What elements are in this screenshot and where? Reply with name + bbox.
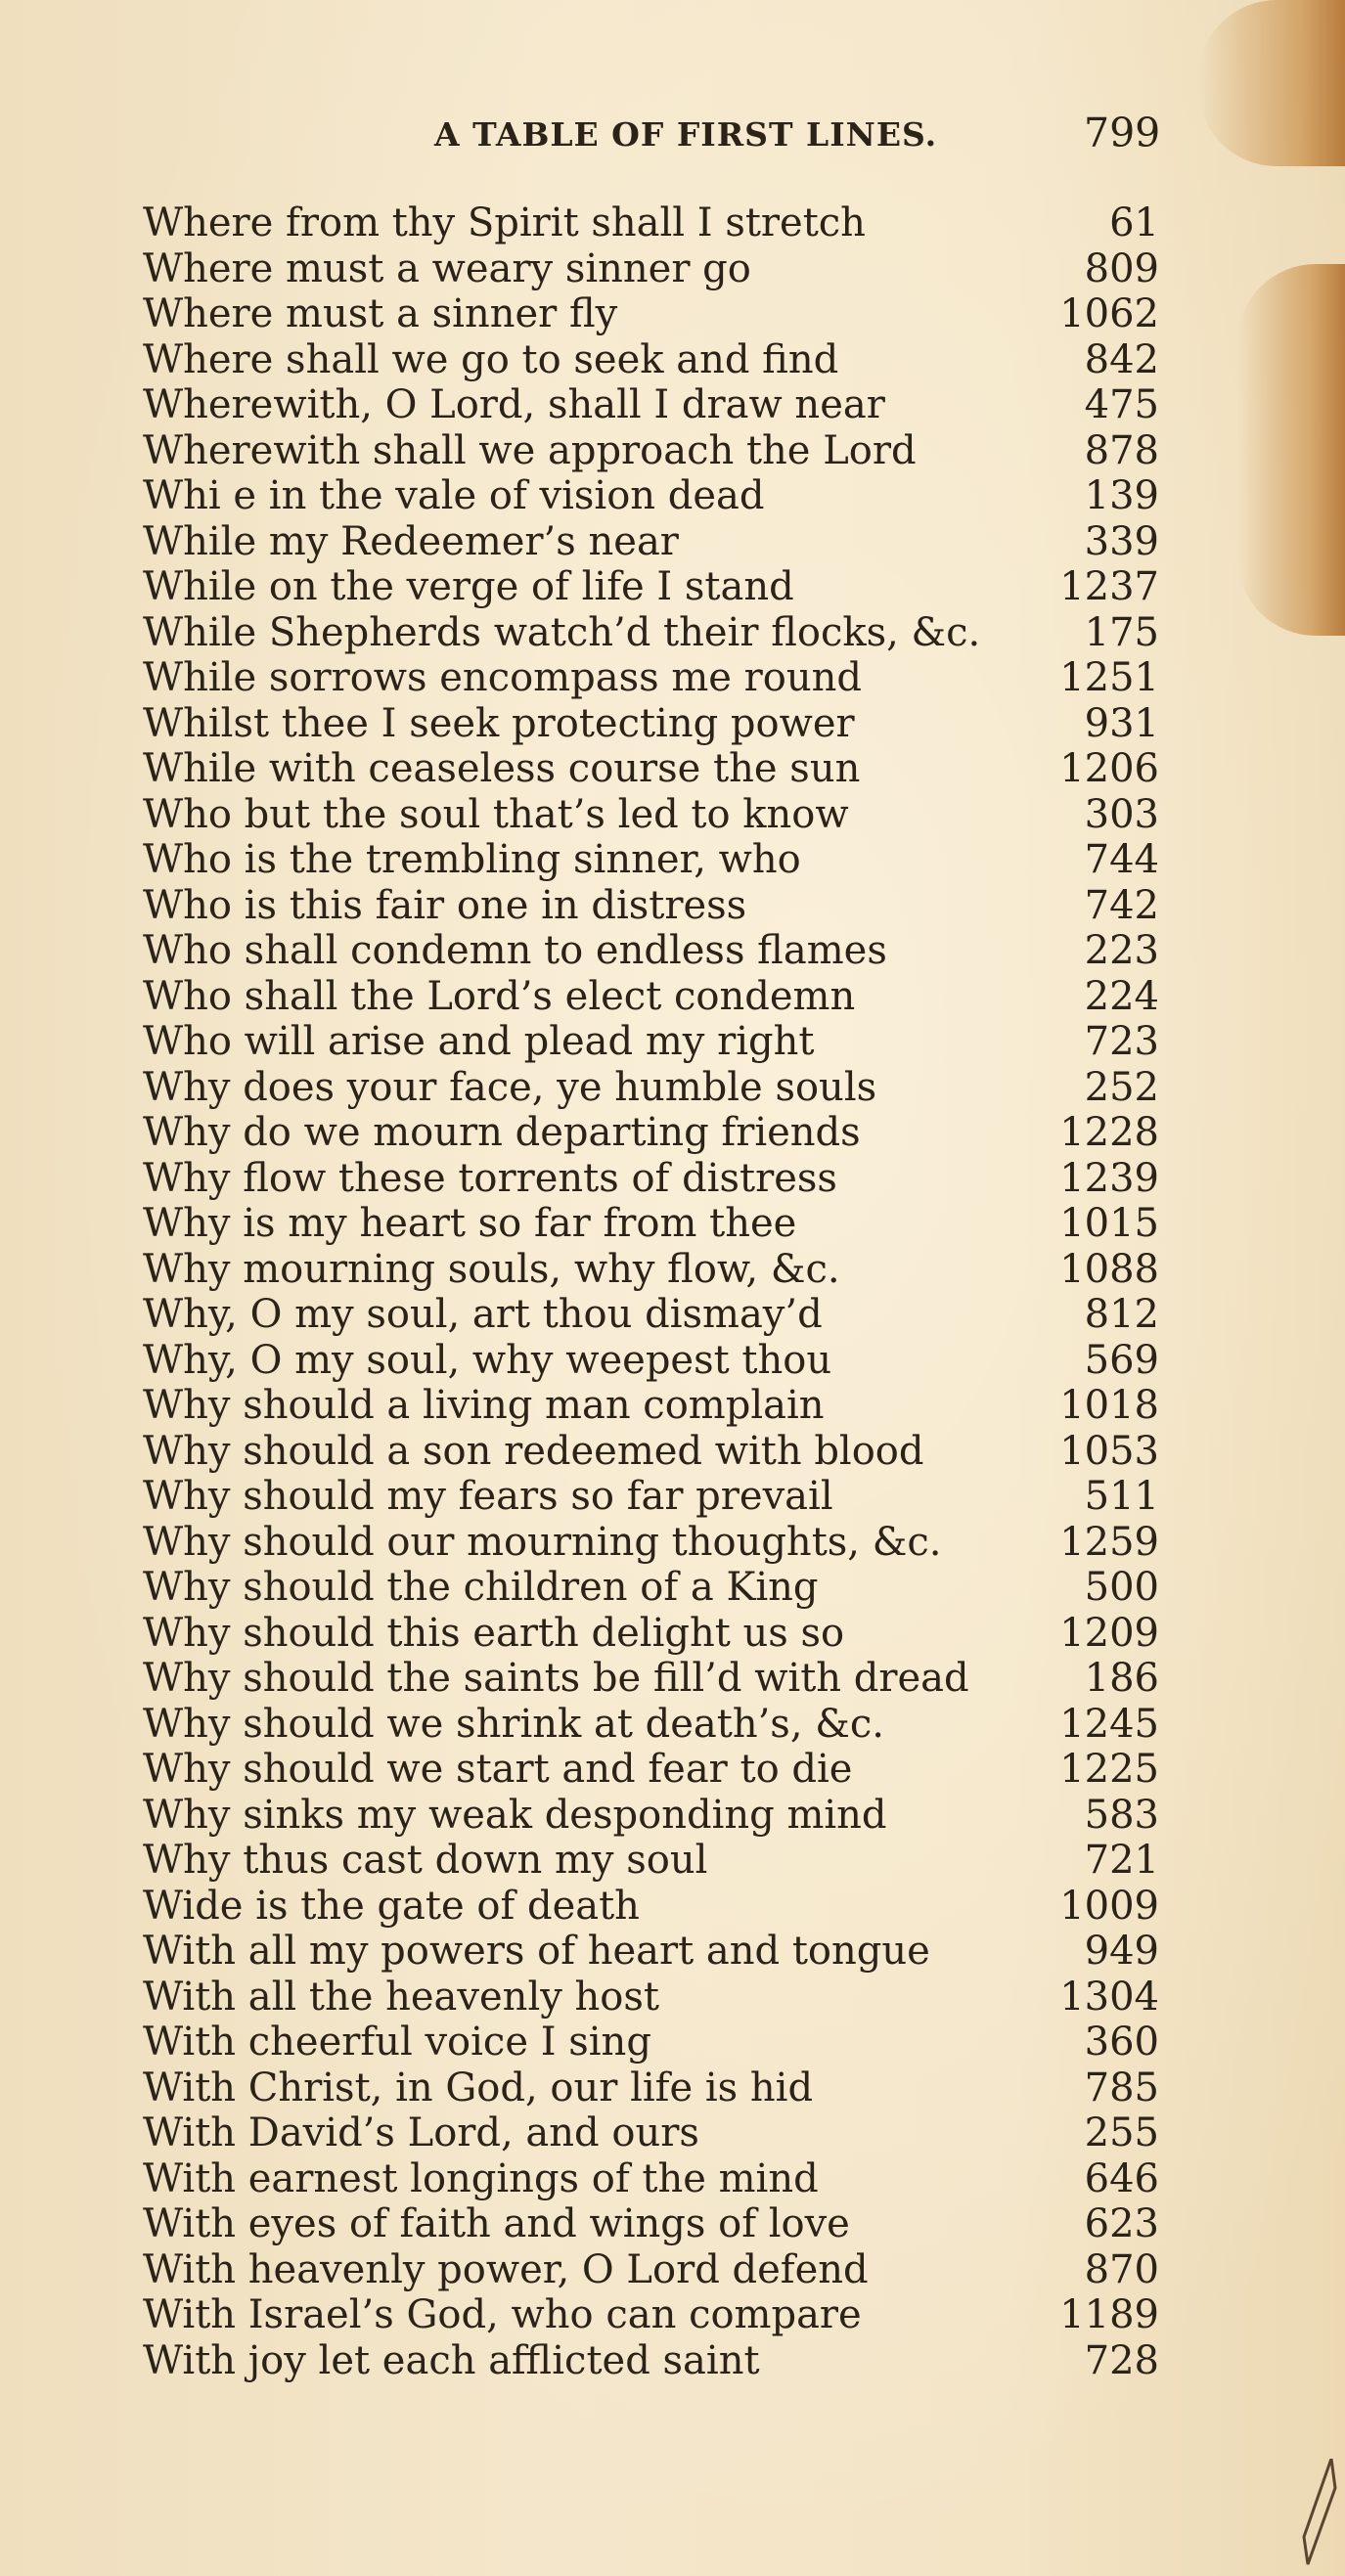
list-item [0,1838,1345,1884]
list-item [0,1474,1345,1520]
hymn-number: 646 [1084,2155,1159,2201]
hymn-number: 1251 [1059,655,1159,700]
list-item [0,1702,1345,1748]
list-item [0,1338,1345,1384]
list-item [0,1110,1345,1156]
first-line-text: Why, O my soul, why weepest thou [143,1337,832,1383]
hymn-number: 1245 [1059,1701,1159,1747]
first-line-text: Why should a living man complain [143,1383,825,1428]
list-item [0,2292,1345,2338]
first-line-text: While Shepherds watch’d their flocks, &c. [143,609,981,655]
first-line-text: Who but the soul that’s led to know [143,791,849,837]
first-line-text: Whilst thee I seek protecting power [143,700,855,746]
list-item [0,2338,1345,2384]
first-line-text: Where shall we go to seek and find [143,336,839,382]
first-line-text: Why mourning souls, why flow, &c. [143,1246,840,1292]
hymn-number: 1053 [1059,1428,1159,1474]
list-item [0,564,1345,610]
list-item [0,1520,1345,1566]
running-title: A TABLE OF FIRST LINES. [434,115,938,154]
first-line-text: With heavenly power, O Lord defend [143,2246,869,2292]
list-item [0,1292,1345,1338]
list-item [0,1793,1345,1839]
first-line-text: Where from thy Spirit shall I stretch [143,200,866,245]
first-line-text: While on the verge of life I stand [143,564,794,609]
first-line-text: While with ceaseless course the sun [143,746,861,791]
first-line-text: Wide is the gate of death [143,1883,640,1929]
list-item [0,1975,1345,2021]
first-line-text: Where must a sinner fly [143,291,618,336]
list-item [0,610,1345,656]
first-line-text: With cheerful voice I sing [143,2020,651,2065]
list-item [0,792,1345,838]
first-line-text: While sorrows encompass me round [143,655,862,700]
hymn-number: 812 [1084,1292,1159,1337]
hymn-number: 360 [1084,2020,1159,2065]
first-line-text: Why should the children of a King [143,1565,819,1610]
list-item [0,837,1345,883]
list-item [0,974,1345,1020]
hymn-number: 1189 [1059,2292,1159,2337]
hymn-number: 1015 [1059,1201,1159,1246]
list-item [0,428,1345,474]
first-line-text: With all my powers of heart and tongue [143,1929,930,1974]
list-item [0,655,1345,701]
hymn-number: 809 [1084,245,1159,291]
hymn-number: 1225 [1059,1747,1159,1792]
first-line-text: Where must a weary sinner go [143,245,751,291]
hymn-number: 728 [1084,2337,1159,2383]
corner-ink-mark [1298,2459,1337,2566]
hymn-number: 785 [1084,2065,1159,2110]
hymn-number: 744 [1084,837,1159,882]
first-lines-list [0,200,1345,2383]
first-line-text: Why, O my soul, art thou dismay’d [143,1292,823,1337]
list-item [0,1565,1345,1611]
hymn-number: 500 [1084,1565,1159,1610]
list-item [0,1929,1345,1975]
hymn-number: 175 [1084,609,1159,655]
hymn-number: 721 [1084,1838,1159,1883]
hymn-number: 223 [1084,928,1159,973]
list-item [0,928,1345,974]
list-item [0,1747,1345,1793]
hymn-number: 1239 [1059,1155,1159,1201]
list-item [0,1383,1345,1429]
list-item [0,200,1345,246]
hymn-number: 1206 [1059,746,1159,791]
hymn-number: 949 [1084,1929,1159,1974]
list-item [0,291,1345,337]
list-item [0,701,1345,747]
list-item [0,1156,1345,1202]
hymn-number: 931 [1084,700,1159,746]
list-item [0,1429,1345,1475]
first-line-text: With Christ, in God, our life is hid [143,2065,814,2110]
hymn-number: 224 [1084,973,1159,1019]
hymn-number: 511 [1084,1474,1159,1519]
list-item [0,2156,1345,2202]
first-line-text: With all the heavenly host [143,1974,659,2020]
first-line-text: With joy let each afflicted saint [143,2337,760,2383]
page-header [0,110,1345,164]
first-line-text: Who is the trembling sinner, who [143,837,801,882]
first-line-text: Why should we start and fear to die [143,1747,853,1792]
first-line-text: With Israel’s God, who can compare [143,2292,862,2337]
hymn-number: 842 [1084,336,1159,382]
list-item [0,2065,1345,2111]
first-line-text: With David’s Lord, and ours [143,2110,699,2155]
list-item [0,382,1345,428]
hymn-number: 1018 [1059,1383,1159,1428]
hymn-number: 61 [1109,200,1159,245]
hymn-number: 139 [1084,473,1159,518]
hymn-number: 1088 [1059,1246,1159,1292]
first-line-text: Why do we mourn departing friends [143,1110,861,1155]
list-item [0,1247,1345,1293]
hymn-number: 878 [1084,427,1159,473]
first-line-text: With earnest longings of the mind [143,2155,819,2201]
first-line-text: Who shall condemn to endless flames [143,928,887,973]
hymn-number: 1259 [1059,1519,1159,1565]
hymn-number: 303 [1084,791,1159,837]
first-line-text: Why should we shrink at death’s, &c. [143,1701,884,1747]
hymn-number: 1237 [1059,564,1159,609]
hymn-number: 870 [1084,2246,1159,2292]
first-line-text: Why does your face, ye humble souls [143,1064,877,1110]
hymn-number: 475 [1084,382,1159,427]
list-item [0,746,1345,792]
first-line-text: Why should our mourning thoughts, &c. [143,1519,942,1565]
list-item [0,2247,1345,2293]
first-line-text: Why should this earth delight us so [143,1610,845,1656]
hymn-number: 1009 [1059,1883,1159,1929]
list-item [0,1065,1345,1111]
hymn-number: 252 [1084,1064,1159,1110]
page-number: 799 [1084,110,1161,156]
first-line-text: Why should a son redeemed with blood [143,1428,924,1474]
hymn-number: 742 [1084,882,1159,928]
first-line-text: Who is this fair one in distress [143,882,747,928]
first-line-text: Why flow these torrents of distress [143,1155,837,1201]
list-item [0,337,1345,383]
first-line-text: While my Redeemer’s near [143,518,679,564]
hymn-number: 1209 [1059,1610,1159,1656]
list-item [0,1884,1345,1930]
hymn-number: 255 [1084,2110,1159,2155]
list-item [0,2201,1345,2247]
hymn-number: 1228 [1059,1110,1159,1155]
hymn-number: 569 [1084,1337,1159,1383]
first-line-text: Why is my heart so far from thee [143,1201,797,1246]
first-line-text: Wherewith shall we approach the Lord [143,427,917,473]
hymn-number: 623 [1084,2201,1159,2246]
first-line-text: Why sinks my weak desponding mind [143,1792,887,1838]
list-item [0,1019,1345,1065]
first-line-text: Why should the saints be fill’d with dread [143,1656,969,1701]
hymn-number: 583 [1084,1792,1159,1838]
hymn-number: 723 [1084,1019,1159,1064]
first-line-text: Why thus cast down my soul [143,1838,708,1883]
first-line-text: Why should my fears so far prevail [143,1474,833,1519]
list-item [0,883,1345,929]
list-item [0,246,1345,292]
first-line-text: With eyes of faith and wings of love [143,2201,850,2246]
list-item [0,2020,1345,2065]
first-line-text: Wherewith, O Lord, shall I draw near [143,382,885,427]
hymn-number: 339 [1084,518,1159,564]
hymn-number: 1062 [1059,291,1159,336]
first-line-text: Who shall the Lord’s elect condemn [143,973,856,1019]
list-item [0,1201,1345,1247]
list-item [0,473,1345,519]
hymn-number: 186 [1084,1656,1159,1701]
hymn-number: 1304 [1059,1974,1159,2020]
first-line-text: Whi e in the vale of vision dead [143,473,765,518]
list-item [0,1656,1345,1702]
list-item [0,1611,1345,1657]
list-item [0,519,1345,565]
first-line-text: Who will arise and plead my right [143,1019,815,1064]
list-item [0,2110,1345,2156]
